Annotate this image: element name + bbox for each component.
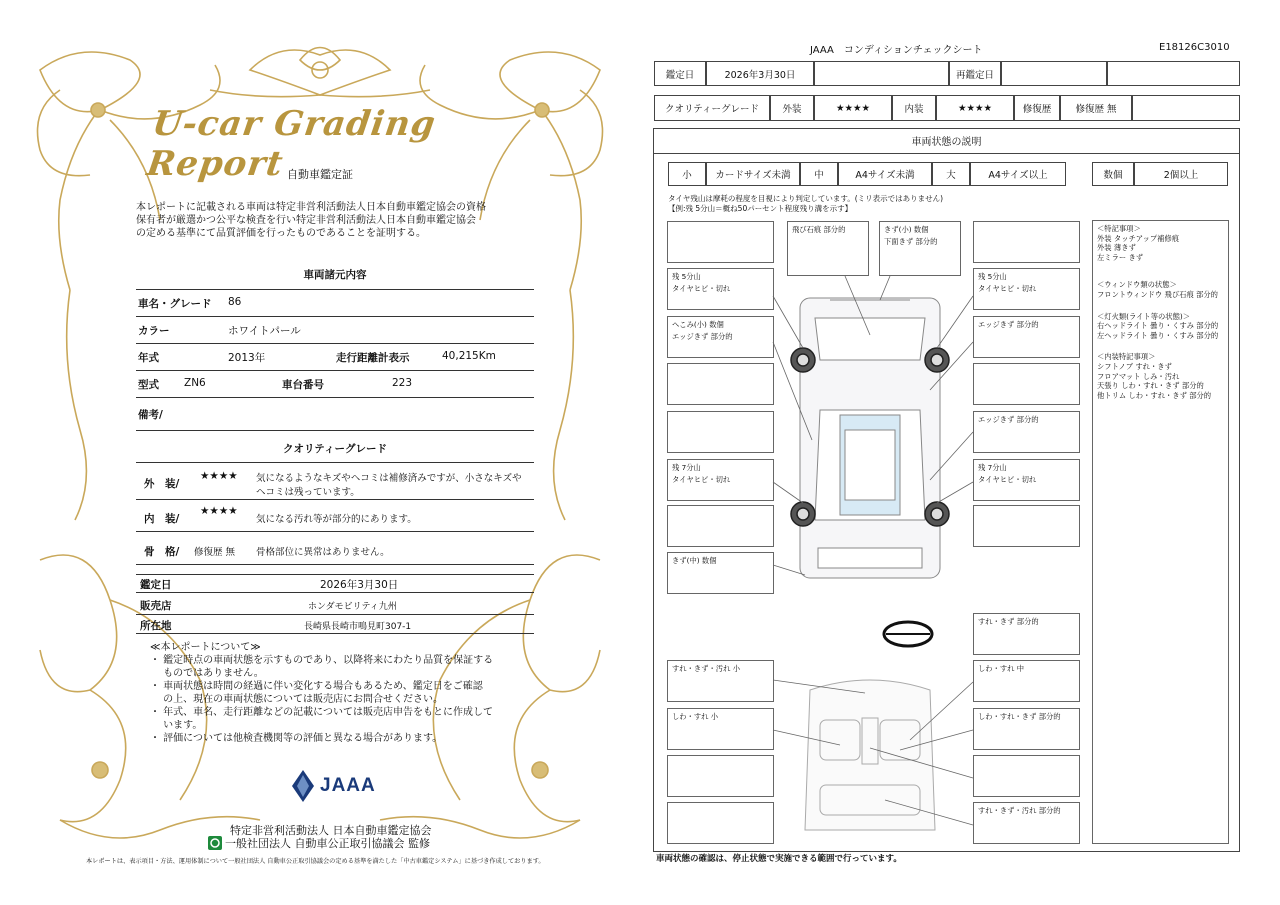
special-line: 右ヘッドライト 曇り・くすみ 部分的 (1097, 321, 1219, 331)
org-name-2-row (208, 835, 430, 851)
legend-count-desc: 2個以上 (1134, 162, 1228, 186)
damage-box-top1 (787, 221, 869, 276)
quality-row-interior (136, 505, 534, 532)
damage-box-empty (667, 411, 774, 453)
date-label: 鑑定日 (654, 61, 706, 86)
jaaa-logo-text: JAAA (320, 775, 376, 796)
box-line: タイヤヒビ・切れ (978, 475, 1037, 484)
note-line: います。 (150, 720, 203, 731)
note-line: の上、現在の車両状態については販売店にお問合せください。 (150, 694, 443, 705)
reappraisal-label: 再鑑定日 (949, 61, 1001, 86)
divider (136, 462, 534, 463)
box-line: 飛び石痕 部分的 (792, 225, 846, 234)
grade-label: クオリティーグレード (654, 95, 770, 121)
legend-count: 数個 (1092, 162, 1134, 186)
special-line: ＜内装特記事項＞ (1097, 352, 1156, 362)
box-line: エッジきず 部分的 (978, 415, 1039, 424)
org-name-1: 特定非営利活動法人 日本自動車鑑定協会 (230, 824, 432, 837)
damage-box-empty (667, 221, 774, 263)
tire-note-1: タイヤ残山は摩耗の程度を目視により判定しています。(ミリ表示ではありません) (668, 194, 944, 203)
spec-row-year (136, 350, 534, 371)
org-name-2: 一般社団法人 自動車公正取引協議会 監修 (225, 837, 430, 850)
special-line: フロントウィンドウ 飛び石痕 部分的 (1097, 289, 1218, 299)
box-line: すれ・きず・汚れ 小 (672, 664, 740, 673)
legend-medium: 中 (800, 162, 838, 186)
special-line: ＜灯火類(ライト等の状態)＞ (1097, 311, 1191, 321)
damage-box-empty (973, 755, 1080, 797)
damage-box-int-r2 (973, 660, 1080, 702)
box-line: 残 7分山 (672, 463, 701, 472)
damage-box-empty (667, 802, 774, 844)
sheet-title: JAAA コンディションチェックシート (810, 45, 983, 56)
bottom-note: 車両状態の確認は、停止状態で実施できる範囲で行っています。 (656, 854, 902, 864)
sheet-id: E18126C3010 (1159, 42, 1230, 53)
special-line: シフトノブ すれ・きず (1097, 361, 1172, 371)
damage-box-r-edge2 (973, 411, 1080, 453)
box-line: エッジきず 部分的 (978, 320, 1039, 329)
special-line: ＜特記事項＞ (1097, 224, 1141, 233)
exterior-text-2: ヘコミは残っています。 (256, 487, 360, 498)
legend-large-desc: A4サイズ以上 (970, 162, 1066, 186)
name-label: 車名・グレード (138, 298, 212, 310)
report-footer: 本レポートは、表示項目・方法、運用体制について一般社団法人 自動車公正取引協議会の定める基準を満たした「中古車鑑定システム」に基づき作成しております。 (86, 858, 545, 865)
mileage-value: 40,215Km (442, 350, 496, 362)
jaaa-logo (292, 770, 376, 802)
spec-row-model (136, 377, 534, 398)
box-line: 残 5分山 (978, 272, 1007, 281)
damage-box-empty (973, 221, 1080, 263)
model-label: 型式 (138, 379, 159, 391)
box-line: すれ・きず 部分的 (978, 617, 1039, 626)
special-notes-box (1092, 220, 1229, 844)
legend-small: 小 (668, 162, 706, 186)
int-label: 内装 (892, 95, 936, 121)
report-notes (150, 641, 530, 745)
note-line: ・ 鑑定時点の車両状態を示すものであり、以降将来にわたり品質を保証する (150, 655, 494, 666)
note-line: ・ 評価については他検査機関等の評価と異なる場合があります。 (150, 733, 443, 744)
box-line: タイヤヒビ・切れ (978, 284, 1037, 293)
special-line (1097, 340, 1224, 352)
special-line: フロアマット しみ・汚れ (1097, 371, 1180, 381)
legend-small-desc: カードサイズ未満 (706, 162, 800, 186)
box-line: 残 5分山 (672, 272, 701, 281)
damage-box-r-edge1 (973, 316, 1080, 358)
frame-value: 修復歴 無 (194, 547, 236, 558)
ext-label: 外装 (770, 95, 814, 121)
address-value: 長崎県長崎市鳴見町307-1 (304, 622, 412, 632)
box-line: きず(小) 数個 (884, 225, 929, 234)
box-line: タイヤヒビ・切れ (672, 475, 731, 484)
chassis-value: 223 (392, 377, 413, 389)
damage-box-int-l2 (667, 708, 774, 750)
intro-line: 保有者が厳選かつ公平な検査を行い特定非営利活動法人日本自動車鑑定協会 (136, 215, 476, 226)
frame-text: 骨格部位に異常はありません。 (256, 547, 390, 558)
info-row-shop (136, 596, 534, 615)
date-value: 2026年3月30日 (706, 61, 814, 86)
special-line: ＜ウィンドウ類の状態＞ (1097, 280, 1177, 290)
spec-row-color (136, 323, 534, 344)
damage-box-int-r3 (973, 708, 1080, 750)
damage-box-int-r5 (973, 802, 1080, 844)
intro-line: の定める基準にて品質評価を行ったものであることを証明する。 (136, 228, 426, 239)
year-value: 2013年 (228, 352, 266, 364)
box-line: しわ・すれ 小 (672, 712, 719, 721)
certificate-title: 自動車鑑定証 (287, 168, 353, 181)
damage-box-empty (973, 505, 1080, 547)
divider (136, 289, 534, 290)
damage-box-int-l1 (667, 660, 774, 702)
damage-box-l-dent (667, 316, 774, 358)
jaaa-mark-icon (292, 770, 314, 802)
note-line: ≪本レポートについて≫ (150, 642, 261, 653)
box-line: 下面きず 部分的 (884, 237, 938, 246)
box-line: きず(中) 数個 (672, 556, 717, 565)
interior-text: 気になる汚れ等が部分的にあります。 (256, 514, 417, 525)
year-label: 年式 (138, 352, 159, 364)
quality-row-exterior (136, 470, 534, 500)
frame-label: 骨 格/ (144, 546, 180, 558)
tire-note-2: 【例:残 5分山＝概ね50パーセント程度残り溝を示す】 (668, 204, 853, 213)
damage-box-empty (973, 363, 1080, 405)
date-label: 鑑定日 (140, 579, 172, 591)
damage-box-rf-tire (973, 268, 1080, 310)
exterior-stars: ★★★★ (200, 470, 238, 482)
spec-row-remarks (136, 407, 534, 431)
remarks-label: 備考/ (138, 409, 163, 421)
address-label: 所在地 (140, 620, 172, 632)
info-row-date (136, 574, 534, 593)
quality-section-title: クオリティーグレード (283, 443, 387, 455)
model-value: ZN6 (184, 377, 206, 389)
damage-box-int-r1 (973, 613, 1080, 655)
ext-stars: ★★★★ (814, 95, 892, 121)
spec-section-title: 車両諸元内容 (303, 269, 367, 281)
interior-label: 内 装/ (144, 513, 180, 525)
date-value: 2026年3月30日 (320, 579, 399, 591)
note-line: ・ 車両状態は時間の経過に伴い変化する場合もあるため、鑑定日をご確認 (150, 681, 483, 692)
quality-row-frame (136, 538, 534, 565)
shop-label: 販売店 (140, 600, 172, 612)
special-line: 左ミラー きず (1097, 252, 1144, 262)
int-stars: ★★★★ (936, 95, 1014, 121)
box-line: タイヤヒビ・切れ (672, 284, 731, 293)
box-line: エッジきず 部分的 (672, 332, 733, 341)
color-value: ホワイトパール (228, 325, 301, 337)
damage-box-rr-tire (973, 459, 1080, 501)
info-row-address (136, 617, 534, 634)
special-line: 外装 タッチアップ補修痕 (1097, 233, 1180, 243)
special-line (1097, 262, 1224, 280)
steering-wheel-icon (884, 622, 932, 646)
spec-row-name (136, 296, 534, 317)
special-line: 左ヘッドライト 曇り・くすみ 部分的 (1097, 330, 1219, 340)
special-line (1097, 300, 1224, 312)
condition-check-sheet (640, 0, 1280, 905)
damage-box-lr-tire (667, 459, 774, 501)
damage-box-rear (667, 552, 774, 594)
special-line: 他トリム しわ・すれ・きず 部分的 (1097, 390, 1212, 400)
note-line: ・ 年式、車名、走行距離などの記載については販売店申告をもとに作成して (150, 707, 493, 718)
special-line: 天張り しわ・すれ・きず 部分的 (1097, 381, 1204, 391)
legend-large: 大 (932, 162, 970, 186)
shop-value: ホンダモビリティ九州 (308, 602, 397, 612)
interior-stars: ★★★★ (200, 505, 238, 517)
damage-box-lf-tire (667, 268, 774, 310)
repair-label: 修復歴 (1014, 95, 1060, 121)
note-line: ものではありません。 (150, 668, 264, 679)
report-script-title: U-car Grading Report (144, 104, 439, 184)
damage-box-empty (667, 505, 774, 547)
damage-box-empty (667, 755, 774, 797)
damage-box-empty (667, 363, 774, 405)
box-line: 残 7分山 (978, 463, 1007, 472)
exterior-text-1: 気になるようなキズやヘコミは補修済みですが、小さなキズや (256, 473, 522, 484)
chassis-label: 車台番号 (282, 379, 324, 391)
fair-trade-mark-icon (208, 836, 222, 850)
exterior-label: 外 装/ (144, 478, 180, 490)
mileage-label: 走行距離計表示 (336, 352, 410, 364)
certificate-intro (136, 201, 536, 240)
damage-box-top2 (879, 221, 961, 276)
box-line: すれ・きず・汚れ 部分的 (978, 806, 1061, 815)
special-line: 外装 薄きず (1097, 243, 1136, 253)
box-line: しわ・すれ 中 (978, 664, 1025, 673)
vehicle-title: 車両状態の説明 (653, 128, 1240, 154)
box-line: へこみ(小) 数個 (672, 320, 724, 329)
name-value: 86 (228, 296, 242, 308)
legend-medium-desc: A4サイズ未満 (838, 162, 932, 186)
box-line: しわ・すれ・きず 部分的 (978, 712, 1061, 721)
repair-value: 修復歴 無 (1060, 95, 1132, 121)
intro-line: 本レポートに記載される車両は特定非営利活動法人日本自動車鑑定協会の資格 (136, 202, 486, 213)
color-label: カラー (138, 325, 170, 337)
